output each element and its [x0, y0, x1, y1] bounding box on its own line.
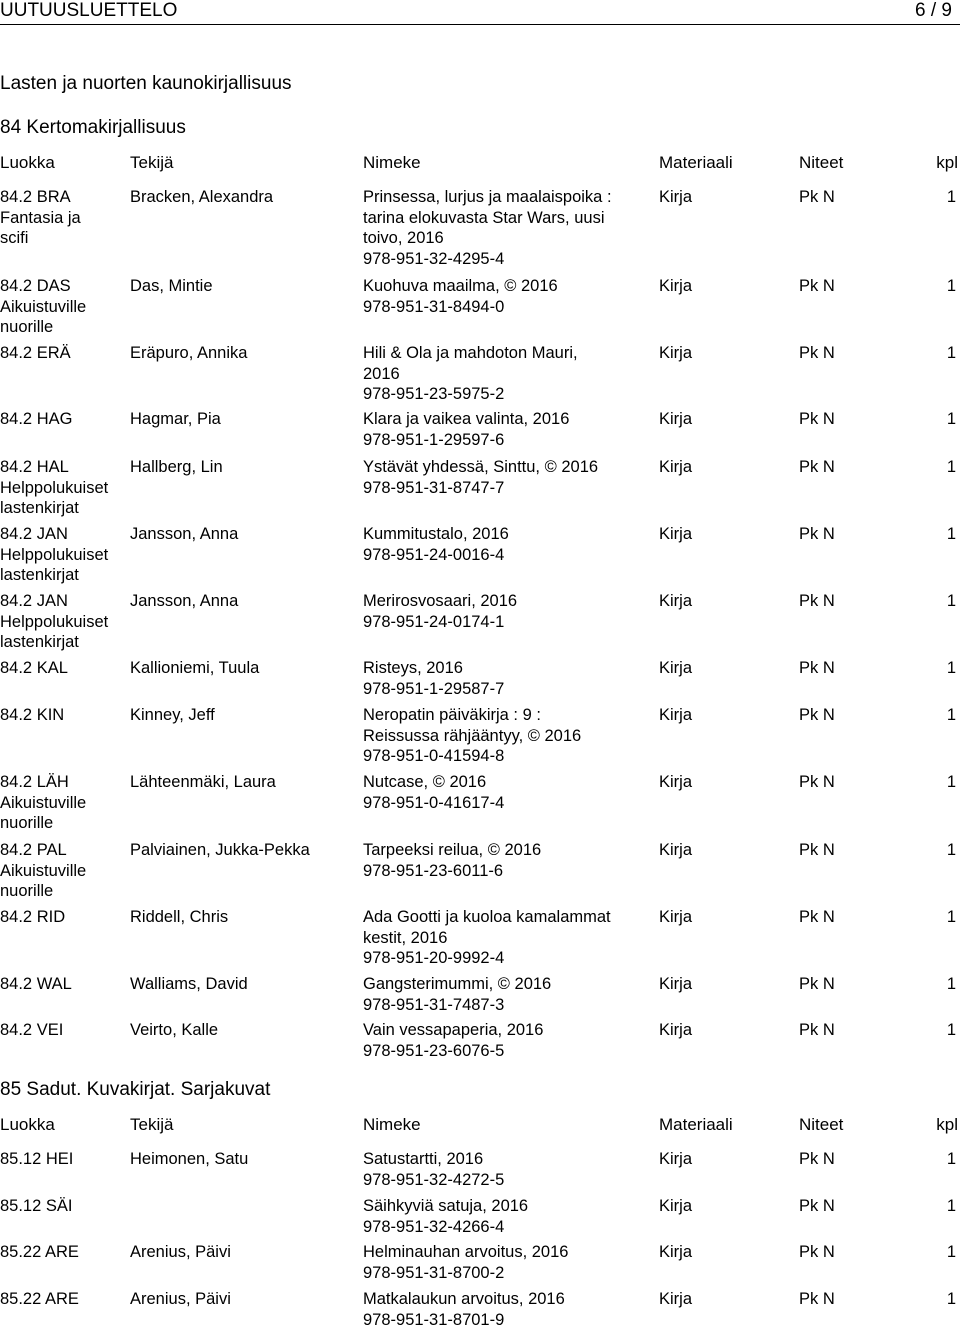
column-header-class: Luokka: [0, 1115, 128, 1136]
notes-cell: Pk N: [799, 343, 835, 364]
class-line: 85.22 ARE: [0, 1289, 128, 1310]
author-cell: Hallberg, Lin: [130, 457, 360, 478]
title-line: 978-951-31-8701-9: [363, 1310, 648, 1330]
title-line: Ystävät yhdessä, Sinttu, © 2016: [363, 457, 648, 478]
material-cell: Kirja: [659, 1289, 692, 1310]
column-header-notes: Niteet: [799, 153, 843, 174]
class-line: 84.2 VEI: [0, 1020, 128, 1041]
header-rule: [0, 24, 960, 25]
class-line: 84.2 RID: [0, 907, 128, 928]
class-line: lastenkirjat: [0, 498, 128, 519]
class-cell: [0, 524, 128, 586]
class-line: Helppolukuiset: [0, 545, 128, 566]
qty-cell: 1: [947, 1149, 956, 1170]
class-cell: [0, 772, 128, 834]
class-cell: [0, 974, 128, 995]
author-cell: Arenius, Päivi: [130, 1289, 360, 1310]
class-cell: [0, 1196, 128, 1217]
class-line: nuorille: [0, 881, 128, 902]
title-line: Kuohuva maailma, © 2016: [363, 276, 648, 297]
title-line: Nutcase, © 2016: [363, 772, 648, 793]
class-line: Helppolukuiset: [0, 612, 128, 633]
class-line: 84.2 HAG: [0, 409, 128, 430]
author-cell: Hagmar, Pia: [130, 409, 360, 430]
title-cell: [363, 1149, 648, 1190]
class-line: Aikuistuville: [0, 861, 128, 882]
qty-cell: 1: [947, 524, 956, 545]
column-header-author: Tekijä: [130, 1115, 360, 1136]
material-cell: Kirja: [659, 187, 692, 208]
author-cell: Kinney, Jeff: [130, 705, 360, 726]
title-line: Reissussa rähjääntyy, © 2016: [363, 726, 648, 747]
class-line: lastenkirjat: [0, 632, 128, 653]
qty-cell: 1: [947, 1289, 956, 1310]
material-cell: Kirja: [659, 409, 692, 430]
title-cell: [363, 1196, 648, 1237]
qty-cell: 1: [947, 591, 956, 612]
qty-cell: 1: [947, 974, 956, 995]
material-cell: Kirja: [659, 974, 692, 995]
author-cell: Eräpuro, Annika: [130, 343, 360, 364]
title-line: Gangsterimummi, © 2016: [363, 974, 648, 995]
title-line: 978-951-24-0174-1: [363, 612, 648, 633]
class-cell: [0, 840, 128, 902]
notes-cell: Pk N: [799, 187, 835, 208]
column-header-qty: kpl: [936, 153, 958, 174]
title-cell: [363, 1242, 648, 1283]
title-line: Risteys, 2016: [363, 658, 648, 679]
qty-cell: 1: [947, 772, 956, 793]
notes-cell: Pk N: [799, 658, 835, 679]
column-header-class: Luokka: [0, 153, 128, 174]
author-cell: Jansson, Anna: [130, 591, 360, 612]
notes-cell: Pk N: [799, 591, 835, 612]
class-line: 84.2 ERÄ: [0, 343, 128, 364]
class-cell: [0, 591, 128, 653]
class-line: Fantasia ja: [0, 208, 128, 229]
title-line: 978-951-31-8747-7: [363, 478, 648, 499]
notes-cell: Pk N: [799, 1020, 835, 1041]
author-cell: Arenius, Päivi: [130, 1242, 360, 1263]
class-line: Helppolukuiset: [0, 478, 128, 499]
class-cell: [0, 658, 128, 679]
class-cell: [0, 409, 128, 430]
qty-cell: 1: [947, 1242, 956, 1263]
author-cell: Bracken, Alexandra: [130, 187, 360, 208]
title-line: Vain vessapaperia, 2016: [363, 1020, 648, 1041]
class-line: 84.2 BRA: [0, 187, 128, 208]
notes-cell: Pk N: [799, 974, 835, 995]
qty-cell: 1: [947, 1196, 956, 1217]
class-line: 84.2 DAS: [0, 276, 128, 297]
title-cell: [363, 524, 648, 565]
class-cell: [0, 457, 128, 519]
title-line: 978-951-0-41617-4: [363, 793, 648, 814]
title-cell: [363, 974, 648, 1015]
title-line: tarina elokuvasta Star Wars, uusi: [363, 208, 648, 229]
notes-cell: Pk N: [799, 907, 835, 928]
page-number: 6 / 9: [915, 0, 952, 22]
class-cell: [0, 1149, 128, 1170]
author-cell: Heimonen, Satu: [130, 1149, 360, 1170]
qty-cell: 1: [947, 187, 956, 208]
title-cell: [363, 705, 648, 767]
title-line: Säihkyviä satuja, 2016: [363, 1196, 648, 1217]
material-cell: Kirja: [659, 591, 692, 612]
title-cell: [363, 840, 648, 881]
title-cell: [363, 187, 648, 269]
section-title: 85 Sadut. Kuvakirjat. Sarjakuvat: [0, 1079, 270, 1101]
class-cell: [0, 187, 128, 249]
class-line: 84.2 JAN: [0, 591, 128, 612]
notes-cell: Pk N: [799, 524, 835, 545]
class-cell: [0, 907, 128, 928]
qty-cell: 1: [947, 658, 956, 679]
title-cell: [363, 591, 648, 632]
column-header-notes: Niteet: [799, 1115, 843, 1136]
title-cell: [363, 457, 648, 498]
column-header-qty: kpl: [936, 1115, 958, 1136]
author-cell: Kallioniemi, Tuula: [130, 658, 360, 679]
section-title: 84 Kertomakirjallisuus: [0, 117, 186, 139]
qty-cell: 1: [947, 343, 956, 364]
material-cell: Kirja: [659, 524, 692, 545]
title-cell: [363, 1289, 648, 1330]
material-cell: Kirja: [659, 1196, 692, 1217]
material-cell: Kirja: [659, 840, 692, 861]
class-cell: [0, 343, 128, 364]
author-cell: Riddell, Chris: [130, 907, 360, 928]
table-header: [0, 153, 960, 175]
material-cell: Kirja: [659, 705, 692, 726]
class-cell: [0, 1020, 128, 1041]
qty-cell: 1: [947, 1020, 956, 1041]
column-header-material: Materiaali: [659, 153, 733, 174]
qty-cell: 1: [947, 705, 956, 726]
class-line: scifi: [0, 228, 128, 249]
title-line: 978-951-23-6011-6: [363, 861, 648, 882]
title-cell: [363, 907, 648, 969]
title-line: 978-951-20-9992-4: [363, 948, 648, 969]
title-line: 978-951-0-41594-8: [363, 746, 648, 767]
author-cell: Palviainen, Jukka-Pekka: [130, 840, 360, 861]
material-cell: Kirja: [659, 658, 692, 679]
class-line: 84.2 LÄH: [0, 772, 128, 793]
notes-cell: Pk N: [799, 772, 835, 793]
class-line: 85.12 HEI: [0, 1149, 128, 1170]
class-cell: [0, 276, 128, 338]
title-line: Neropatin päiväkirja : 9 :: [363, 705, 648, 726]
table-header: [0, 1115, 960, 1137]
title-cell: [363, 343, 648, 405]
author-cell: Das, Mintie: [130, 276, 360, 297]
column-header-title: Nimeke: [363, 1115, 648, 1136]
title-line: 978-951-23-6076-5: [363, 1041, 648, 1062]
qty-cell: 1: [947, 840, 956, 861]
title-line: 978-951-24-0016-4: [363, 545, 648, 566]
document-title: UUTUUSLUETTELO: [0, 0, 177, 22]
class-line: 84.2 KIN: [0, 705, 128, 726]
class-line: nuorille: [0, 813, 128, 834]
title-cell: [363, 276, 648, 317]
title-line: 978-951-32-4272-5: [363, 1170, 648, 1191]
title-line: Hili & Ola ja mahdoton Mauri,: [363, 343, 648, 364]
title-cell: [363, 409, 648, 450]
title-line: 978-951-1-29587-7: [363, 679, 648, 700]
title-line: Kummitustalo, 2016: [363, 524, 648, 545]
material-cell: Kirja: [659, 1149, 692, 1170]
title-line: Matkalaukun arvoitus, 2016: [363, 1289, 648, 1310]
title-cell: [363, 1020, 648, 1061]
notes-cell: Pk N: [799, 840, 835, 861]
class-line: 85.22 ARE: [0, 1242, 128, 1263]
title-line: 978-951-31-8700-2: [363, 1263, 648, 1284]
class-cell: [0, 1242, 128, 1263]
title-line: Merirosvosaari, 2016: [363, 591, 648, 612]
notes-cell: Pk N: [799, 457, 835, 478]
material-cell: Kirja: [659, 907, 692, 928]
class-line: 84.2 KAL: [0, 658, 128, 679]
title-line: Satustartti, 2016: [363, 1149, 648, 1170]
notes-cell: Pk N: [799, 1289, 835, 1310]
page-header: [0, 0, 960, 24]
qty-cell: 1: [947, 907, 956, 928]
notes-cell: Pk N: [799, 705, 835, 726]
title-line: kestit, 2016: [363, 928, 648, 949]
title-cell: [363, 658, 648, 699]
class-line: 84.2 JAN: [0, 524, 128, 545]
material-cell: Kirja: [659, 772, 692, 793]
qty-cell: 1: [947, 409, 956, 430]
class-line: nuorille: [0, 317, 128, 338]
notes-cell: Pk N: [799, 1149, 835, 1170]
qty-cell: 1: [947, 457, 956, 478]
title-line: 978-951-32-4295-4: [363, 249, 648, 270]
title-line: Helminauhan arvoitus, 2016: [363, 1242, 648, 1263]
main-section-title: Lasten ja nuorten kaunokirjallisuus: [0, 73, 292, 95]
class-line: 84.2 HAL: [0, 457, 128, 478]
class-line: lastenkirjat: [0, 565, 128, 586]
notes-cell: Pk N: [799, 409, 835, 430]
column-header-title: Nimeke: [363, 153, 648, 174]
title-line: Tarpeeksi reilua, © 2016: [363, 840, 648, 861]
qty-cell: 1: [947, 276, 956, 297]
material-cell: Kirja: [659, 1020, 692, 1041]
author-cell: Jansson, Anna: [130, 524, 360, 545]
title-line: 2016: [363, 364, 648, 385]
class-line: 84.2 PAL: [0, 840, 128, 861]
material-cell: Kirja: [659, 343, 692, 364]
column-header-author: Tekijä: [130, 153, 360, 174]
title-line: toivo, 2016: [363, 228, 648, 249]
title-line: Prinsessa, lurjus ja maalaispoika :: [363, 187, 648, 208]
class-line: 85.12 SÄI: [0, 1196, 128, 1217]
title-line: Ada Gootti ja kuoloa kamalammat: [363, 907, 648, 928]
author-cell: Walliams, David: [130, 974, 360, 995]
class-line: Aikuistuville: [0, 297, 128, 318]
material-cell: Kirja: [659, 1242, 692, 1263]
material-cell: Kirja: [659, 457, 692, 478]
title-line: 978-951-32-4266-4: [363, 1217, 648, 1238]
class-cell: [0, 705, 128, 726]
title-line: 978-951-1-29597-6: [363, 430, 648, 451]
title-line: 978-951-23-5975-2: [363, 384, 648, 405]
class-cell: [0, 1289, 128, 1310]
material-cell: Kirja: [659, 276, 692, 297]
author-cell: Veirto, Kalle: [130, 1020, 360, 1041]
title-line: 978-951-31-7487-3: [363, 995, 648, 1016]
notes-cell: Pk N: [799, 276, 835, 297]
title-line: Klara ja vaikea valinta, 2016: [363, 409, 648, 430]
title-cell: [363, 772, 648, 813]
notes-cell: Pk N: [799, 1242, 835, 1263]
class-line: 84.2 WAL: [0, 974, 128, 995]
title-line: 978-951-31-8494-0: [363, 297, 648, 318]
column-header-material: Materiaali: [659, 1115, 733, 1136]
class-line: Aikuistuville: [0, 793, 128, 814]
author-cell: Lähteenmäki, Laura: [130, 772, 360, 793]
notes-cell: Pk N: [799, 1196, 835, 1217]
